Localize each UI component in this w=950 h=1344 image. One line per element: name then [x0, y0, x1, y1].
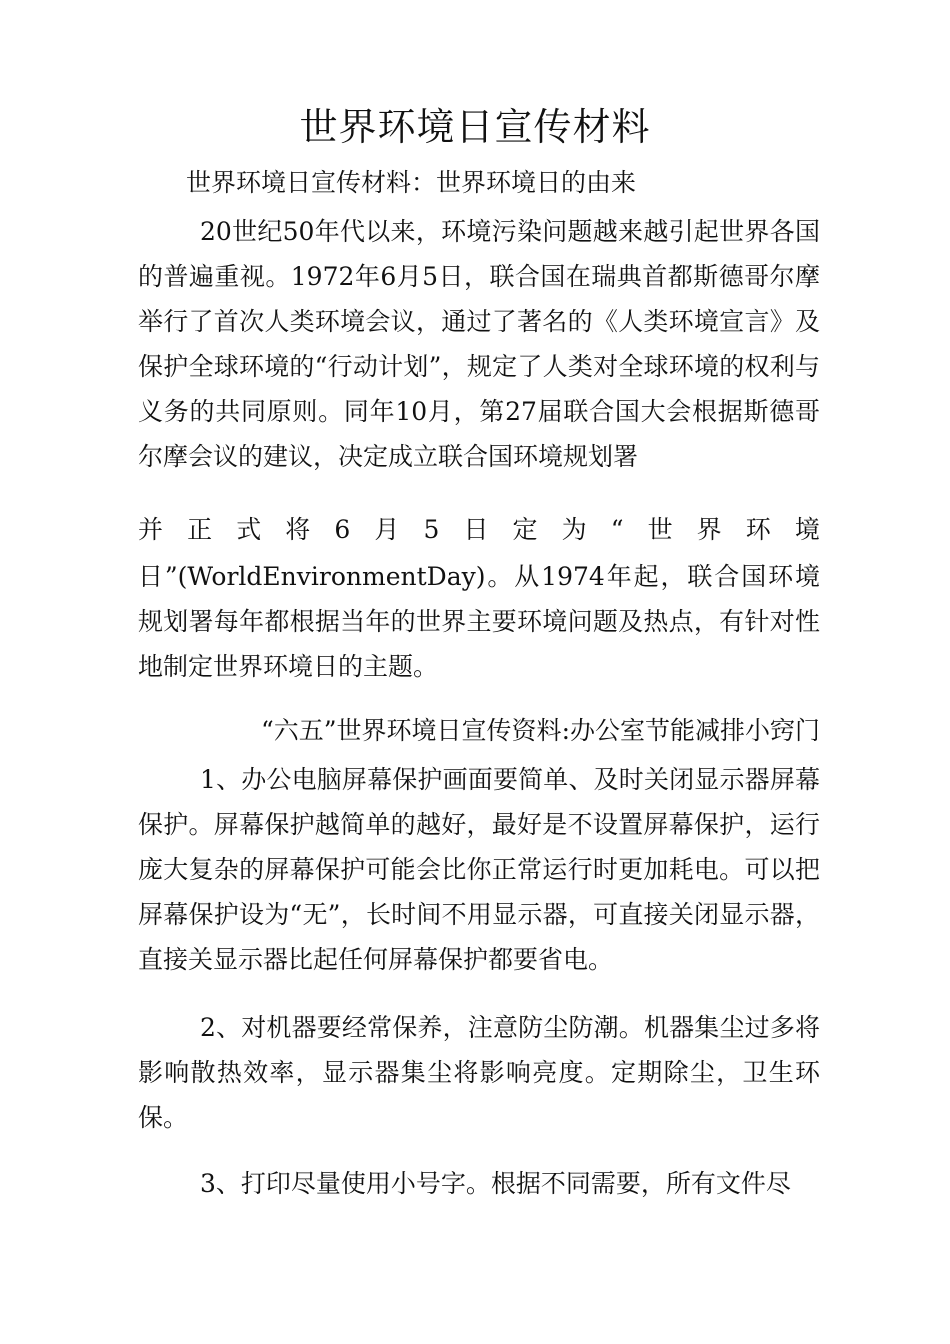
list-item: 2、对机器要经常保养，注意防尘防潮。机器集尘过多将影响散热效率，显示器集尘将影响亮度。定期除尘，卫生环保。	[138, 1013, 820, 1132]
spread-char: 世	[647, 515, 673, 544]
spread-char: 为	[561, 515, 587, 544]
spread-char: 环	[745, 515, 771, 544]
list-item: 1、办公电脑屏幕保护画面要简单、及时关闭显示器屏幕保护。屏幕保护越简单的越好，最好是不设置屏幕保护，运行庞大复杂的屏幕保护可能会比你正常运行时更加耗电。可以把屏幕保护设为“无”，长时间不用显示器，可直接关闭显示器，直接关显示器比起任何屏幕保护都要省电。	[138, 765, 820, 974]
section-heading: “六五”世界环境日宣传资料:办公室节能减排小窍门	[261, 716, 820, 745]
spread-char: “	[610, 515, 624, 544]
spread-char: 定	[512, 515, 538, 544]
intro-paragraph-continued: 日”(WorldEnvironmentDay)。从1974年起，联合国环境规划署每年都根据当年的世界主要环境问题及热点，有针对性地制定世界环境日的主题。	[138, 562, 820, 681]
document-subtitle: 世界环境日宣传材料：世界环境日的由来	[186, 168, 637, 197]
spread-char: 式	[236, 515, 262, 544]
intro-paragraph: 20世纪50年代以来，环境污染问题越来越引起世界各国的普遍重视。1972年6月5日，联合国在瑞典首都斯德哥尔摩举行了首次人类环境会议，通过了著名的《人类环境宣言》及保护全球环境的“行动计划”，规定了人类对全球环境的权利与义务的共同原则。同年10月，第27届联合国大会根据斯德哥尔摩会议的建议，决定成立联合国环境规划署	[138, 217, 820, 471]
spread-char: 月	[374, 515, 400, 544]
spread-char: 正	[187, 515, 213, 544]
intro-spread-line	[138, 508, 820, 553]
spread-char: 将	[285, 515, 311, 544]
document-title: 世界环境日宣传材料	[299, 105, 651, 149]
list-item: 3、打印尽量使用小号字。根据不同需要，所有文件尽	[200, 1169, 791, 1198]
spread-char: 5	[423, 515, 440, 544]
spread-char: 界	[696, 515, 722, 544]
spread-char: 日	[463, 515, 489, 544]
spread-char: 并	[138, 515, 164, 544]
spread-char: 6	[334, 515, 351, 544]
spread-char: 境	[794, 515, 820, 544]
